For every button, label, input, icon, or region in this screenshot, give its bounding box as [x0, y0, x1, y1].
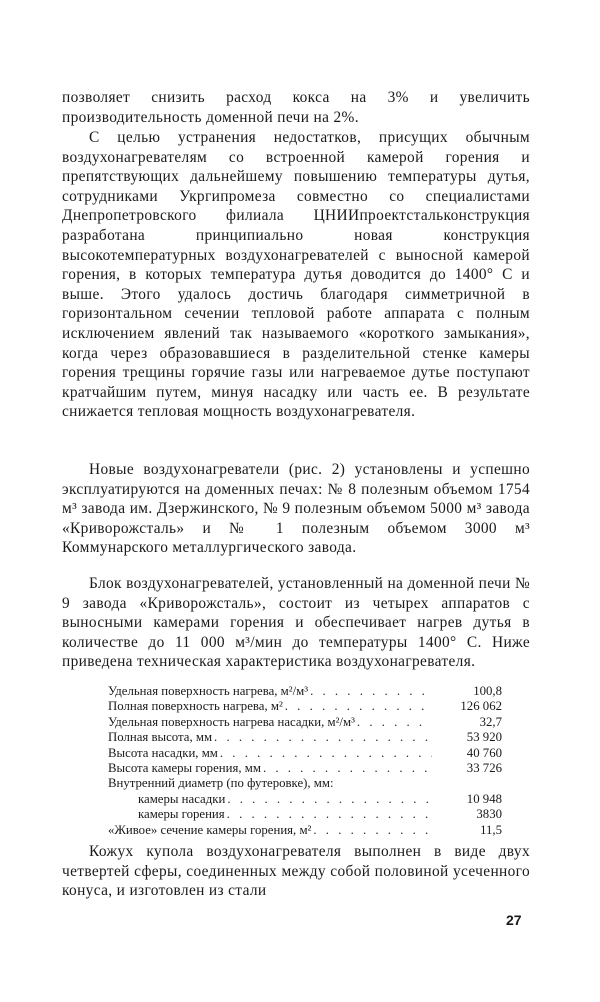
- paragraph-4: Блок воздухонагревателей, установленный на доменной печи № 9 завода «Криворожсталь», состоит из четырех аппаратов с выносными камерами горения и обеспечивает нагрев дутья в количестве до 11 000 м³/мин до температуры 1400° С. Ниже приведена техническая характеристика воздухонагревателя.: [62, 575, 530, 671]
- spec-label: Удельная поверхность нагрева, м²/м³: [108, 684, 309, 698]
- spec-row: [108, 807, 508, 822]
- spec-value: 126 062: [460, 699, 502, 714]
- spec-value: 32,7: [479, 714, 502, 729]
- spec-label: Удельная поверхность нагрева насадки, м²/м³: [108, 714, 355, 729]
- spec-leader-dots: [225, 792, 432, 807]
- spec-leader-dots: [355, 715, 432, 730]
- spec-value: 40 760: [466, 745, 502, 760]
- spec-leader-dots: [308, 684, 432, 699]
- spec-row: [108, 792, 508, 807]
- spec-value: 33 726: [466, 760, 502, 775]
- spec-value: 53 920: [466, 730, 502, 745]
- spec-row: [108, 761, 508, 776]
- spec-label: Внутренний диаметр (по футеровке), мм:: [108, 776, 334, 791]
- spec-row: [108, 699, 508, 714]
- spec-label: камеры насадки: [138, 791, 226, 806]
- spec-row: [108, 730, 508, 745]
- spec-row: [108, 684, 508, 699]
- paragraph-3: Новые воздухонагреватели (рис. 2) установлены и успешно эксплуатируются на доменных печах: № 8 полезным объемом 1754 м³ завода им. Дзержинского, № 9 полезным объемом 5000 м³ завода «Криворожсталь» и № 1 полезным объемом 3000 м³ Коммунарского металлургического завода.: [62, 461, 530, 557]
- spec-row: [108, 715, 508, 730]
- spec-label: Полная поверхность нагрева, м²: [108, 699, 283, 714]
- paragraph-2: С целью устранения недостатков, присущих обычным воздухонагревателям со встроенной камерой горения и препятствующих дальнейшему повышению температуры дутья, сотрудниками Укргипромеза совместно со специалистами Днепропетровского филиала ЦНИИпроектстальконструкция разработана принципиально новая конструкция высокотемпературных воздухонагревателей с выносной камерой горения, в которых температура дутья доводится до 1400° С и выше. Этого удалось достичь благодаря симметричной в горизонтальном сечении тепловой работе аппарата с полным исключением явлений так называемого «короткого замыкания», когда через образовавшиеся в разделительной стенке камеры горения трещины горячие газы или нагреваемое дутье поступают кратчайшим путем, минуя насадку или часть ее. В результате снижается тепловая мощность воздухонагревателя.: [62, 129, 530, 421]
- spec-leader-dots: [311, 823, 432, 838]
- technical-specs-table: [108, 684, 508, 838]
- spec-label: Полная высота, мм: [108, 730, 213, 745]
- spec-leader-dots: [225, 807, 432, 822]
- spec-label: «Живое» сечение камеры горения, м²: [108, 822, 312, 837]
- spec-group-header: [108, 776, 508, 791]
- spec-label: Высота насадки, мм: [108, 745, 218, 760]
- spec-label: Высота камеры горения, мм: [108, 760, 261, 775]
- spec-value: 3830: [476, 807, 502, 822]
- spec-value: 10 948: [466, 791, 502, 806]
- page-number: 27: [506, 912, 522, 928]
- spec-value: 11,5: [480, 822, 502, 837]
- spec-value: 100,8: [473, 684, 502, 698]
- spec-leader-dots: [283, 699, 432, 714]
- spec-leader-dots: [212, 730, 432, 745]
- paragraph-5: Кожух купола воздухонагревателя выполнен в виде двух четвертей сферы, соединенных между собой половиной усеченного конуса, и изготовлен из стали: [62, 843, 530, 900]
- spec-row: [108, 746, 508, 761]
- spec-row: [108, 823, 508, 838]
- paragraph-1: позволяет снизить расход кокса на 3% и увеличить производительность доменной печи на 2%.: [62, 89, 530, 126]
- spec-label: камеры горения: [138, 807, 225, 822]
- spec-leader-dots: [218, 746, 432, 761]
- spec-leader-dots: [261, 761, 432, 776]
